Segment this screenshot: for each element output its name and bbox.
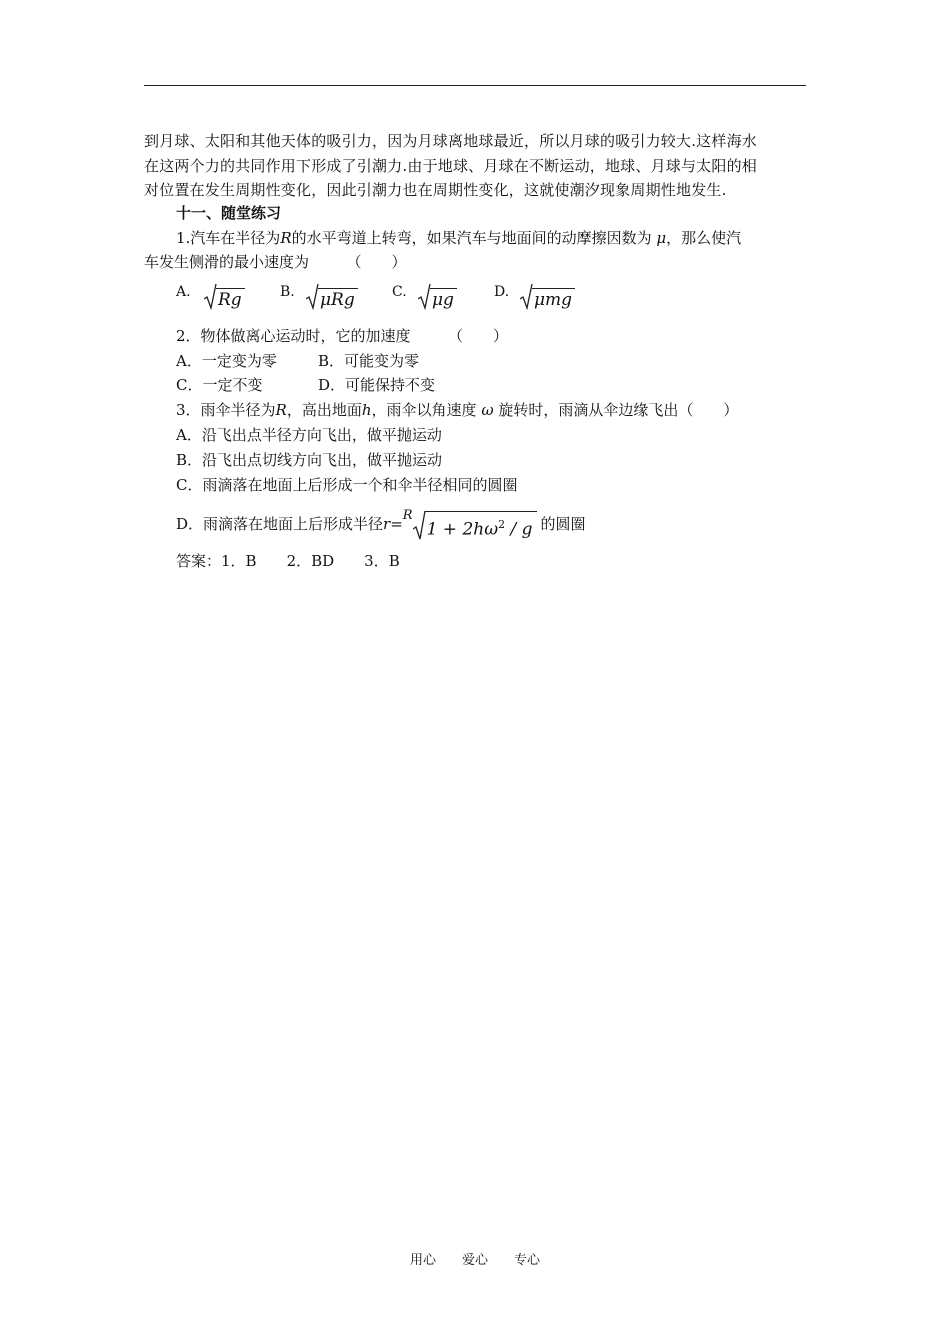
answers-line: 答案：1．B 2．BD 3．B <box>176 552 400 570</box>
q2-option-a: A．一定变为零 <box>176 352 277 370</box>
q2-option-c: C．一定不变 <box>176 376 263 394</box>
q2-option-b: B．可能变为零 <box>318 352 420 370</box>
q3-text-a: 3．雨伞半径为 <box>176 401 276 419</box>
q3-option-d-var-R: R <box>402 508 413 523</box>
q3-option-d-radical <box>413 511 537 541</box>
q1-var-mu: μ <box>656 229 667 247</box>
q1-option-b-expr: μRg <box>318 288 358 310</box>
q1-var-r: R <box>280 229 292 247</box>
q2-options-row-2 <box>176 374 435 396</box>
intro-line-2: 在这两个力的共同作用下形成了引潮力.由于地球、月球在不断运动，地球、月球与太阳的相 <box>144 156 757 175</box>
q3-option-d-expr <box>425 511 537 541</box>
q1-option-a-radical <box>204 284 245 310</box>
q1-option-d-label: D. <box>494 284 510 300</box>
q1-text-c: ，那么使汽 <box>666 229 742 247</box>
q3-option-d-equals: = <box>390 515 403 533</box>
q3-text-c: ，雨伞以角速度 <box>371 401 477 419</box>
q3-var-h: h <box>361 401 372 419</box>
q1-stem-line-1 <box>176 227 741 249</box>
page-footer: 用心 爱心 专心 <box>409 1253 540 1268</box>
q1-option-b-radical <box>306 284 358 310</box>
intro-line-1: 到月球、太阳和其他天体的吸引力，因为月球离地球最近，所以月球的吸引力较大.这样海水 <box>144 132 757 150</box>
q3-option-b: B．沿飞出点切线方向飞出，做平抛运动 <box>176 451 443 469</box>
q1-option-c-expr: μg <box>430 288 457 310</box>
q1-option-d-radical <box>520 284 575 310</box>
q3-option-d-expr-main: 1 + 2hω <box>426 520 499 540</box>
q1-text-a: 1.汽车在半径为 <box>176 229 281 247</box>
q3-option-c: C．雨滴落在地面上后形成一个和伞半径相同的圆圈 <box>176 476 518 494</box>
q1-option-a-label: A. <box>176 284 191 300</box>
q1-option-c-radical <box>418 284 457 310</box>
q3-stem <box>176 399 738 421</box>
q1-stem-line-2: 车发生侧滑的最小速度为 （ ） <box>144 253 407 271</box>
q3-option-d-expr-tail: / g <box>505 520 533 540</box>
q3-option-d-text-a: D．雨滴落在地面上后形成半径 <box>176 515 384 533</box>
q3-var-omega: ω <box>481 401 494 419</box>
q1-option-b-label: B. <box>280 284 295 300</box>
q1-option-a-expr: Rg <box>216 288 245 310</box>
section-heading: 十一、随堂练习 <box>176 204 282 222</box>
q3-option-d <box>176 505 586 540</box>
q1-option-d-expr: μmg <box>532 288 575 310</box>
q3-text-b: ，高出地面 <box>286 401 362 419</box>
q3-option-a: A．沿飞出点半径方向飞出，做平抛运动 <box>176 426 442 444</box>
q2-option-d: D．可能保持不变 <box>318 376 436 394</box>
q3-option-d-expr-sup: 2 <box>498 518 506 532</box>
q2-stem: 2．物体做离心运动时，它的加速度 （ ） <box>176 327 509 345</box>
header-rule <box>144 85 806 86</box>
q3-option-d-text-b: 的圆圈 <box>540 515 586 533</box>
q3-text-d: 旋转时，雨滴从伞边缘飞出（ ） <box>498 401 739 419</box>
q1-text-b: 的水平弯道上转弯，如果汽车与地面间的动摩擦因数为 <box>291 229 652 247</box>
q1-option-c-label: C. <box>392 284 407 300</box>
q3-var-r: R <box>275 401 287 419</box>
intro-paragraph <box>144 129 808 203</box>
intro-line-3: 对位置在发生周期性变化，因此引潮力也在周期性变化，这就使潮汐现象周期性地发生. <box>144 181 727 199</box>
q2-options-row-1 <box>176 350 419 372</box>
q3-option-d-var-r: r <box>383 515 391 533</box>
